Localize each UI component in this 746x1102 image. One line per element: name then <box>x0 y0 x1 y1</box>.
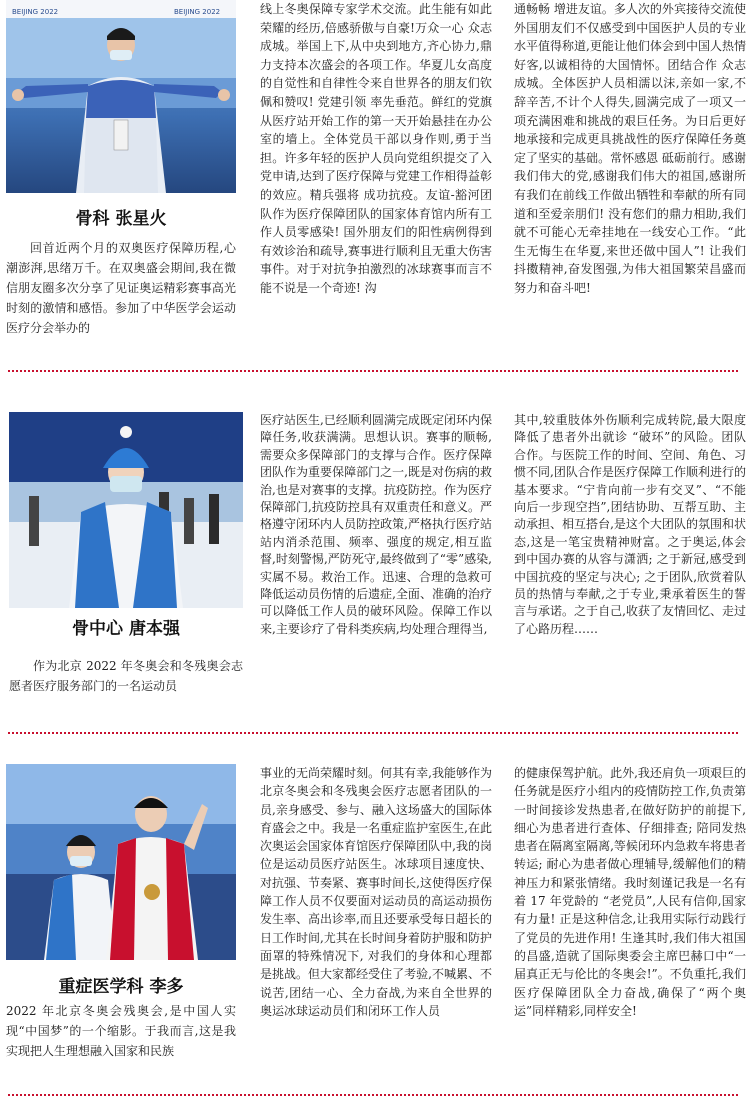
intro-paragraph: 作为北京 2022 年冬奥会和冬残奥会志愿者医疗服务部门的一名运动员 <box>9 659 243 693</box>
photo-tang-benqiang <box>9 412 243 608</box>
body-column-2: 事业的无尚荣耀时刻。何其有幸,我能够作为北京冬奥会和冬残奥会医疗志愿者团队的一员,亲身感受、参与、融入这场盛大的国际体育盛会之中。我是一名重症监护室医生,在此次奥运会国家体育馆医疗保障团队中,我的岗位是运动员医疗站医生。冰球项目速度快、对抗强、节奏紧、赛事时间长,这使得医疗保障工作人员不仅要面对运动员的高运动损伤发生率、高出诊率,而且还要承受每日超长的日工作时间,尤其在长时间身着防护服和防护面罩的特殊情况下, 对我们的身体和心理都是挑战。但大家都经受住了考验,不喊累、不说苦,团结一心、全力奋战,为来自全世界的奥运冰球运动员们和闭环工作人员 <box>260 766 492 1018</box>
photo-illustration <box>9 412 243 608</box>
author-name: 重症医学科 李多 <box>58 977 184 997</box>
photo-illustration <box>6 764 236 960</box>
photo-li-duo <box>6 764 236 960</box>
body-column-3: 通畅畅 增进友谊。多人次的外宾接待交流使外国朋友们不仅感受到中国医护人员的专业水平值得称道,更能让他们体会到中国人热情好客,以诚相待的大国情怀。团结合作 众志成城。全体医护人员相濡以沫,亲如一家,不辞辛苦,不计个人得失,圆满完成了一项又一项充满困难和挑战的艰巨任务。为日后更好地承接和完成更具挑战性的医疗保障任务奠定了坚实的基础。常怀感恩 砥砺前行。感谢我们伟大的党,感谢我们伟大的祖国,感谢所有我们在前线工作做出牺牲和奉献的所有同道和至爱亲朋们! 没有您们的鼎力相助,我们就不可能心无牵挂地在一线安心工作。“此生无悔生在华夏,来世还做中国人”! 让我们抖擞精神,奋发图强,为伟大祖国繁荣昌盛而努力和奋斗吧! <box>514 2 746 295</box>
photo-illustration <box>6 0 236 193</box>
body-column-2: 线上冬奥保障专家学术交流。此生能有如此荣耀的经历,倍感骄傲与自豪!万众一心 众志成城。举国上下,从中央到地方,齐心协力,鼎力支持本次盛会的各项工作。华夏儿女高度的自觉性和自律性令来自世界各的朋友们钦佩和赞叹! 党建引领 率先垂范。鲜红的党旗从医疗站开始工作的第一天开始悬挂在办公室的墙上。全体党员干部以身作则,勇于当担。许多年轻的医护人员向党组织提交了入党申请,达到了医疗保障与党建工作相得益彰的效应。精兵强将 成功抗疫。友谊-豁河团队作为医疗保障团队的国家体育馆内所有工作人员零感染! 国外朋友们的阳性病例得到有效诊治和疏导,赛事进行顺利且无重大伤害事件。对于对抗争拍激烈的冰球赛事而言不能不说是一个奇迹! 沟 <box>260 2 492 295</box>
author-name: 骨科 张星火 <box>75 209 167 229</box>
article-section-1 <box>0 0 746 366</box>
body-column-3: 的健康保驾护航。此外,我还肩负一项艰巨的任务就是医疗小组内的疫情防控工作,负责第一时间接诊发热患者,在做好防护的前提下,细心为患者进行查体、仔细排查; 陪同发热患者在隔离室隔离,等候闭环内急救车将患者转运; 耐心为患者做心理辅导,缓解他们的精神压力和紧张情绪。我时刻谨记我是一名有着 17 年党龄的 “老党员”,人民有信仰,国家有力量! 正是这种信念,让我用实际行动践行了党员的先进作用! 生逢其时,我们伟大祖国的昌盛,造就了国际奥委会主席巴赫口中“一届真正无与伦比的冬奥会!”。不负重托,我们医疗保障团队全力奋战,确保了“两个奥运”同样精彩,同样安全! <box>514 766 746 1018</box>
photo-zhang-xinghuo <box>6 0 236 193</box>
body-column-2: 医疗站医生,已经顺利圆满完成既定闭环内保障任务,收获满满。思想认识。赛事的顺畅,需要众多保障部门的支撑与合作。医疗保障团队作为重要保障部门之一,既是对伤病的救治,也是对赛事的支撑。抗疫防控。作为医疗保障部门,抗疫防控具有双重责任和意义。严格遵守闭环内人员防控政策,严格执行医疗站站内消杀范围、频率、强度的规定,相互监督,时刻警惕,严防死守,最终做到了“零”感染,实属不易。救治工作。迅速、合理的急救可降低运动员伤情的后遗症,全面、准确的治疗可以降低工作人员的破环风险。保障工作以来,主要诊疗了骨科类疾病,均处理合理得当, <box>260 413 492 636</box>
olympic-mark-right: BEIJING 2022 <box>174 8 221 16</box>
body-column-3: 其中,较重肢体外伤顺利完成转院,最大限度降低了患者外出就诊 “破环”的风险。团队合作。与医院工作的时间、空间、角色、习惯不同,团队合作是医疗保障工作顺利进行的基本要求。“宁肯向前一步有交叉”、“不能向后一步现空挡”,团结协助、互帮互助、主动承担、相互搭台,是这个大团队的氛围和状态,这是一笔宝贵精神财富。之于奥运,体会到中国办赛的从容与潇洒; 之于新冠,感受到中国抗疫的坚定与决心; 之于团队,欣赏着队员的热情与奉献,之于专业,秉承着医生的誓言与承诺。之于自己,收获了友情回忆、走过了心路历程…… <box>514 413 746 636</box>
section-divider <box>8 1094 738 1096</box>
article-section-3 <box>0 764 746 1092</box>
section-divider <box>8 370 738 372</box>
intro-paragraph: 2022 年北京冬奥会残奥会,是中国人实现“中国梦”的一个缩影。于我而言,这是我实现把人生理想融入国家和民族 <box>6 1004 236 1058</box>
olympic-mark-left: BEIJING 2022 <box>12 8 59 16</box>
author-name: 骨中心 唐本强 <box>72 619 180 639</box>
intro-paragraph: 回首近两个月的双奥医疗保障历程,心潮澎湃,思绪万千。在双奥盛会期间,我在微信朋友圈多次分享了见证奥运精彩赛事高光时刻的激情和感悟。参加了中华医学会运动医疗分会举办的 <box>6 241 236 335</box>
section-divider <box>8 732 738 734</box>
article-section-2 <box>0 412 746 708</box>
